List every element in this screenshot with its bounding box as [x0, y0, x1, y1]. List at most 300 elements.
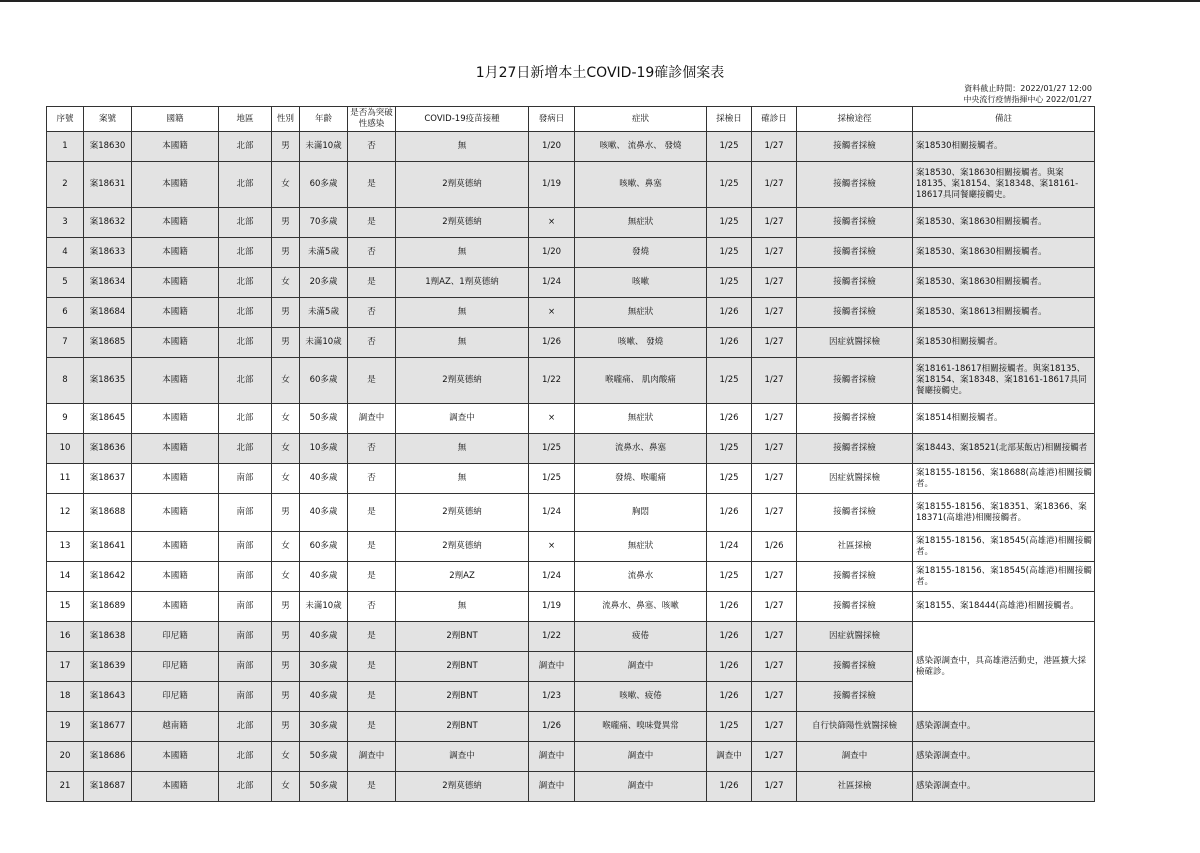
cell-seq: 8: [47, 358, 84, 404]
cell-symptoms: 無症狀: [575, 208, 707, 238]
cell-remarks: 案18155、案18444(高雄港)相關接觸者。: [913, 592, 1095, 622]
cell-remarks: 案18530、案18630相關接觸者。: [913, 268, 1095, 298]
cell-test-date: 1/25: [707, 208, 752, 238]
cell-region: 北部: [219, 742, 272, 772]
cell-region: 南部: [219, 652, 272, 682]
table-row: [47, 742, 1095, 772]
cell-confirm-date: 1/27: [752, 132, 797, 162]
cell-nationality: 本國籍: [132, 494, 219, 532]
cell-case-id: 案18643: [84, 682, 132, 712]
cell-breakthrough: 否: [348, 434, 396, 464]
cell-case-id: 案18631: [84, 162, 132, 208]
cell-sex: 男: [272, 132, 300, 162]
cell-vaccine: 調查中: [396, 742, 529, 772]
cell-sex: 男: [272, 494, 300, 532]
cell-case-id: 案18687: [84, 772, 132, 802]
cell-breakthrough: 是: [348, 772, 396, 802]
cell-test-route: 接觸者採檢: [797, 162, 913, 208]
header-sex: 性別: [272, 107, 300, 132]
cell-seq: 14: [47, 562, 84, 592]
cell-case-id: 案18641: [84, 532, 132, 562]
cell-symptoms: 咳嗽、鼻塞: [575, 162, 707, 208]
cell-test-route: 接觸者採檢: [797, 238, 913, 268]
cell-breakthrough: 是: [348, 532, 396, 562]
cell-case-id: 案18642: [84, 562, 132, 592]
cell-seq: 17: [47, 652, 84, 682]
cell-remarks: 案18161-18617相關接觸者。與案18135、案18154、案18348、案18161-18617具同餐廳接觸史。: [913, 358, 1095, 404]
table-row: [47, 358, 1095, 404]
cell-remarks: 案18155-18156、案18688(高雄港)相關接觸者。: [913, 464, 1095, 494]
cell-confirm-date: 1/27: [752, 328, 797, 358]
cell-sex: 女: [272, 404, 300, 434]
cell-test-date: 1/25: [707, 132, 752, 162]
cell-vaccine: 1劑AZ、1劑莫德納: [396, 268, 529, 298]
cell-test-route: 社區採檢: [797, 532, 913, 562]
cell-breakthrough: 否: [348, 132, 396, 162]
cell-symptoms: 疲倦: [575, 622, 707, 652]
cell-test-date: 1/25: [707, 238, 752, 268]
cell-region: 北部: [219, 298, 272, 328]
cell-onset-date: 1/20: [529, 132, 575, 162]
cell-nationality: 本國籍: [132, 742, 219, 772]
cell-symptoms: 咳嗽: [575, 268, 707, 298]
cell-vaccine: 無: [396, 132, 529, 162]
header-region: 地區: [219, 107, 272, 132]
cell-age: 50多歲: [300, 404, 348, 434]
cell-age: 60多歲: [300, 358, 348, 404]
cell-nationality: 本國籍: [132, 328, 219, 358]
table-row: [47, 238, 1095, 268]
cell-seq: 12: [47, 494, 84, 532]
cell-age: 40多歲: [300, 562, 348, 592]
cell-case-id: 案18634: [84, 268, 132, 298]
cell-seq: 1: [47, 132, 84, 162]
cell-sex: 男: [272, 682, 300, 712]
cell-nationality: 本國籍: [132, 358, 219, 404]
cell-test-date: 1/25: [707, 562, 752, 592]
cell-test-date: 1/26: [707, 772, 752, 802]
issuing-agency: 中央流行疫情指揮中心 2022/01/27: [963, 95, 1092, 104]
table-header-row: [47, 107, 1095, 132]
header-age: 年齡: [300, 107, 348, 132]
cell-test-route: 接觸者採檢: [797, 592, 913, 622]
header-confirm-date: 確診日: [752, 107, 797, 132]
cell-nationality: 印尼籍: [132, 682, 219, 712]
cell-region: 北部: [219, 772, 272, 802]
cell-breakthrough: 調查中: [348, 404, 396, 434]
cell-region: 北部: [219, 712, 272, 742]
cell-nationality: 本國籍: [132, 238, 219, 268]
cell-confirm-date: 1/27: [752, 772, 797, 802]
cell-vaccine: 無: [396, 592, 529, 622]
cell-onset-date: 1/25: [529, 464, 575, 494]
cell-vaccine: 2劑莫德納: [396, 162, 529, 208]
cell-vaccine: 2劑莫德納: [396, 532, 529, 562]
cell-age: 30多歲: [300, 652, 348, 682]
cell-vaccine: 2劑莫德納: [396, 208, 529, 238]
cell-vaccine: 2劑莫德納: [396, 772, 529, 802]
cell-seq: 13: [47, 532, 84, 562]
cell-vaccine: 2劑莫德納: [396, 358, 529, 404]
cell-symptoms: 喉嚨痛、嗅味覺異常: [575, 712, 707, 742]
cell-breakthrough: 是: [348, 208, 396, 238]
cell-breakthrough: 否: [348, 464, 396, 494]
cell-nationality: 本國籍: [132, 532, 219, 562]
cell-region: 北部: [219, 328, 272, 358]
cell-onset-date: ×: [529, 208, 575, 238]
cell-test-date: 1/25: [707, 464, 752, 494]
cell-region: 北部: [219, 268, 272, 298]
cell-confirm-date: 1/27: [752, 404, 797, 434]
cell-region: 南部: [219, 592, 272, 622]
cell-remarks: 案18443、案18521(北部某飯店)相關接觸者: [913, 434, 1095, 464]
cell-test-route: 接觸者採檢: [797, 268, 913, 298]
cell-region: 南部: [219, 532, 272, 562]
cell-remarks: 感染源調查中。: [913, 742, 1095, 772]
cell-test-route: 接觸者採檢: [797, 404, 913, 434]
cell-symptoms: 無症狀: [575, 404, 707, 434]
top-border: [0, 0, 1200, 2]
cell-nationality: 本國籍: [132, 162, 219, 208]
cell-symptoms: 流鼻水、鼻塞: [575, 434, 707, 464]
cell-onset-date: 1/22: [529, 358, 575, 404]
cell-confirm-date: 1/27: [752, 682, 797, 712]
cell-test-route: 接觸者採檢: [797, 562, 913, 592]
cell-vaccine: 無: [396, 434, 529, 464]
cell-vaccine: 2劑BNT: [396, 622, 529, 652]
cell-region: 南部: [219, 682, 272, 712]
table-row: [47, 772, 1095, 802]
cell-sex: 男: [272, 622, 300, 652]
cell-case-id: 案18689: [84, 592, 132, 622]
cell-confirm-date: 1/27: [752, 494, 797, 532]
cell-nationality: 越南籍: [132, 712, 219, 742]
cell-region: 北部: [219, 238, 272, 268]
cell-breakthrough: 否: [348, 298, 396, 328]
cell-symptoms: 調查中: [575, 652, 707, 682]
cell-remarks: 案18155-18156、案18545(高雄港)相關接觸者。: [913, 532, 1095, 562]
cell-age: 40多歲: [300, 494, 348, 532]
cell-sex: 女: [272, 268, 300, 298]
cell-breakthrough: 否: [348, 328, 396, 358]
cell-test-route: 因症就醫採檢: [797, 328, 913, 358]
table-body: [47, 132, 1095, 802]
cell-test-date: 1/26: [707, 682, 752, 712]
table-row: [47, 434, 1095, 464]
page-title: 1月27日新增本土COVID-19確診個案表: [475, 65, 725, 81]
cell-age: 70多歲: [300, 208, 348, 238]
cell-case-id: 案18633: [84, 238, 132, 268]
cell-nationality: 本國籍: [132, 132, 219, 162]
cell-case-id: 案18637: [84, 464, 132, 494]
header-seq: 序號: [47, 107, 84, 132]
cell-vaccine: 無: [396, 298, 529, 328]
table-row: [47, 592, 1095, 622]
table-row: [47, 162, 1095, 208]
cell-symptoms: 咳嗽、 發燒: [575, 328, 707, 358]
cell-symptoms: 無症狀: [575, 532, 707, 562]
cell-nationality: 本國籍: [132, 404, 219, 434]
cell-confirm-date: 1/27: [752, 358, 797, 404]
cell-breakthrough: 是: [348, 622, 396, 652]
cell-age: 30多歲: [300, 712, 348, 742]
cell-confirm-date: 1/27: [752, 298, 797, 328]
cell-age: 20多歲: [300, 268, 348, 298]
cell-region: 北部: [219, 404, 272, 434]
cell-test-date: 調查中: [707, 742, 752, 772]
table-row: [47, 298, 1095, 328]
cell-seq: 3: [47, 208, 84, 238]
cell-breakthrough: 是: [348, 162, 396, 208]
cell-vaccine: 2劑莫德納: [396, 494, 529, 532]
cell-confirm-date: 1/27: [752, 268, 797, 298]
cell-sex: 女: [272, 562, 300, 592]
header-remarks: 備註: [913, 107, 1095, 132]
cell-age: 未滿5歲: [300, 238, 348, 268]
cell-seq: 20: [47, 742, 84, 772]
cell-vaccine: 調查中: [396, 404, 529, 434]
cell-region: 北部: [219, 434, 272, 464]
cell-case-id: 案18632: [84, 208, 132, 238]
cell-age: 50多歲: [300, 772, 348, 802]
cell-confirm-date: 1/27: [752, 622, 797, 652]
cell-region: 南部: [219, 464, 272, 494]
table-row: [47, 562, 1095, 592]
cell-symptoms: 喉嚨痛、 肌肉酸痛: [575, 358, 707, 404]
cell-seq: 11: [47, 464, 84, 494]
cell-onset-date: 1/24: [529, 268, 575, 298]
cell-vaccine: 無: [396, 328, 529, 358]
cell-case-id: 案18685: [84, 328, 132, 358]
data-cutoff-time: 資料截止時間：2022/01/27 12:00: [964, 84, 1092, 93]
header-onset-date: 發病日: [529, 107, 575, 132]
cell-remarks: 案18514相關接觸者。: [913, 404, 1095, 434]
cell-breakthrough: 調查中: [348, 742, 396, 772]
cell-test-route: 接觸者採檢: [797, 358, 913, 404]
cell-test-date: 1/25: [707, 712, 752, 742]
cell-symptoms: 調查中: [575, 772, 707, 802]
cell-age: 50多歲: [300, 742, 348, 772]
header-test-route: 採檢途徑: [797, 107, 913, 132]
cell-sex: 男: [272, 592, 300, 622]
cell-confirm-date: 1/27: [752, 208, 797, 238]
cell-onset-date: 調查中: [529, 742, 575, 772]
cell-region: 南部: [219, 494, 272, 532]
cell-sex: 男: [272, 712, 300, 742]
header-case-id: 案號: [84, 107, 132, 132]
cell-onset-date: 1/19: [529, 592, 575, 622]
cell-sex: 女: [272, 358, 300, 404]
cell-onset-date: 1/19: [529, 162, 575, 208]
report-meta: [963, 83, 1092, 105]
cell-onset-date: 1/23: [529, 682, 575, 712]
cell-region: 北部: [219, 358, 272, 404]
cell-nationality: 本國籍: [132, 562, 219, 592]
cell-sex: 女: [272, 772, 300, 802]
cell-breakthrough: 是: [348, 562, 396, 592]
cell-onset-date: 1/22: [529, 622, 575, 652]
cell-sex: 男: [272, 238, 300, 268]
cell-case-id: 案18630: [84, 132, 132, 162]
cell-case-id: 案18638: [84, 622, 132, 652]
cell-test-route: 因症就醫採檢: [797, 622, 913, 652]
cell-nationality: 印尼籍: [132, 652, 219, 682]
header-symptoms: 症狀: [575, 107, 707, 132]
cell-seq: 18: [47, 682, 84, 712]
cell-nationality: 本國籍: [132, 298, 219, 328]
cell-onset-date: 1/20: [529, 238, 575, 268]
cell-seq: 15: [47, 592, 84, 622]
cell-test-date: 1/24: [707, 532, 752, 562]
cell-sex: 男: [272, 208, 300, 238]
cell-onset-date: ×: [529, 532, 575, 562]
cell-confirm-date: 1/27: [752, 652, 797, 682]
cell-test-route: 因症就醫採檢: [797, 464, 913, 494]
cell-breakthrough: 是: [348, 652, 396, 682]
cell-symptoms: 發燒: [575, 238, 707, 268]
cell-breakthrough: 是: [348, 494, 396, 532]
cell-age: 40多歲: [300, 464, 348, 494]
cell-seq: 2: [47, 162, 84, 208]
cell-test-route: 接觸者採檢: [797, 208, 913, 238]
cell-test-date: 1/26: [707, 328, 752, 358]
cell-nationality: 本國籍: [132, 772, 219, 802]
cell-onset-date: ×: [529, 298, 575, 328]
cell-remarks: 案18155-18156、案18545(高雄港)相關接觸者。: [913, 562, 1095, 592]
header-test-date: 採檢日: [707, 107, 752, 132]
cell-nationality: 本國籍: [132, 592, 219, 622]
cell-sex: 女: [272, 434, 300, 464]
cell-symptoms: 胸悶: [575, 494, 707, 532]
cell-test-route: 調查中: [797, 742, 913, 772]
cell-onset-date: 1/26: [529, 328, 575, 358]
cell-breakthrough: 是: [348, 268, 396, 298]
header-breakthrough: 是否為突破性感染: [348, 107, 396, 132]
cell-case-id: 案18635: [84, 358, 132, 404]
cell-sex: 女: [272, 464, 300, 494]
cell-confirm-date: 1/27: [752, 712, 797, 742]
cell-onset-date: 1/25: [529, 434, 575, 464]
cell-remarks: 案18530相關接觸者。: [913, 132, 1095, 162]
cell-seq: 10: [47, 434, 84, 464]
cell-breakthrough: 是: [348, 682, 396, 712]
cell-test-route: 接觸者採檢: [797, 494, 913, 532]
cell-remarks: 案18530、案18613相關接觸者。: [913, 298, 1095, 328]
cell-nationality: 本國籍: [132, 208, 219, 238]
cell-onset-date: 1/26: [529, 712, 575, 742]
cell-breakthrough: 是: [348, 712, 396, 742]
cell-confirm-date: 1/27: [752, 562, 797, 592]
table-row: [47, 464, 1095, 494]
cell-test-date: 1/26: [707, 494, 752, 532]
cell-confirm-date: 1/27: [752, 238, 797, 268]
cell-remarks: 案18530相關接觸者。: [913, 328, 1095, 358]
cell-onset-date: ×: [529, 404, 575, 434]
cell-case-id: 案18639: [84, 652, 132, 682]
cell-seq: 7: [47, 328, 84, 358]
cell-symptoms: 咳嗽、 流鼻水、 發燒: [575, 132, 707, 162]
cell-confirm-date: 1/27: [752, 162, 797, 208]
cell-symptoms: 發燒、喉嚨痛: [575, 464, 707, 494]
cell-remarks: 案18530、案18630相關接觸者。: [913, 208, 1095, 238]
cell-remarks: 案18155-18156、案18351、案18366、案18371(高雄港)相關接觸者。: [913, 494, 1095, 532]
cell-region: 北部: [219, 162, 272, 208]
cell-onset-date: 調查中: [529, 652, 575, 682]
cell-region: 北部: [219, 208, 272, 238]
cell-test-route: 社區採檢: [797, 772, 913, 802]
cell-test-route: 自行快篩陽性就醫採檢: [797, 712, 913, 742]
cell-test-route: 接觸者採檢: [797, 298, 913, 328]
cell-region: 北部: [219, 132, 272, 162]
cell-case-id: 案18645: [84, 404, 132, 434]
cell-case-id: 案18688: [84, 494, 132, 532]
cell-remarks: 案18530、案18630相關接觸者。與案18135、案18154、案18348、案18161-18617具同餐廳接觸史。: [913, 162, 1095, 208]
cell-nationality: 本國籍: [132, 464, 219, 494]
cell-age: 40多歲: [300, 682, 348, 712]
cell-age: 60多歲: [300, 532, 348, 562]
cell-case-id: 案18677: [84, 712, 132, 742]
cell-test-date: 1/26: [707, 592, 752, 622]
cell-test-route: 接觸者採檢: [797, 132, 913, 162]
cell-sex: 女: [272, 742, 300, 772]
cell-seq: 16: [47, 622, 84, 652]
cell-test-date: 1/26: [707, 404, 752, 434]
table-row: [47, 712, 1095, 742]
cell-breakthrough: 否: [348, 592, 396, 622]
cell-confirm-date: 1/27: [752, 742, 797, 772]
cell-symptoms: 咳嗽、疲倦: [575, 682, 707, 712]
cell-nationality: 印尼籍: [132, 622, 219, 652]
cell-region: 南部: [219, 622, 272, 652]
cell-age: 未滿10歲: [300, 132, 348, 162]
cell-test-date: 1/25: [707, 162, 752, 208]
cell-confirm-date: 1/27: [752, 592, 797, 622]
cell-sex: 男: [272, 298, 300, 328]
cell-seq: 6: [47, 298, 84, 328]
table-row: [47, 132, 1095, 162]
case-table: [46, 106, 1095, 802]
cell-vaccine: 無: [396, 464, 529, 494]
cell-age: 未滿10歲: [300, 592, 348, 622]
cell-breakthrough: 否: [348, 238, 396, 268]
header-vaccine: COVID-19疫苗接種: [396, 107, 529, 132]
cell-case-id: 案18684: [84, 298, 132, 328]
cell-remarks: 感染源調查中，具高雄港活動史，港區擴大採檢確診。: [913, 622, 1095, 712]
cell-vaccine: 2劑AZ: [396, 562, 529, 592]
cell-symptoms: 無症狀: [575, 298, 707, 328]
header-nationality: 國籍: [132, 107, 219, 132]
cell-remarks: 感染源調查中。: [913, 772, 1095, 802]
cell-remarks: 感染源調查中。: [913, 712, 1095, 742]
cell-age: 10多歲: [300, 434, 348, 464]
cell-seq: 9: [47, 404, 84, 434]
cell-symptoms: 調查中: [575, 742, 707, 772]
cell-confirm-date: 1/26: [752, 532, 797, 562]
cell-onset-date: 1/24: [529, 494, 575, 532]
table-row: [47, 622, 1095, 652]
cell-vaccine: 2劑BNT: [396, 652, 529, 682]
cell-test-route: 接觸者採檢: [797, 652, 913, 682]
cell-vaccine: 無: [396, 238, 529, 268]
cell-sex: 女: [272, 162, 300, 208]
table-row: [47, 494, 1095, 532]
cell-vaccine: 2劑BNT: [396, 712, 529, 742]
cell-test-date: 1/26: [707, 298, 752, 328]
cell-test-date: 1/25: [707, 358, 752, 404]
table-row: [47, 208, 1095, 238]
table-row: [47, 268, 1095, 298]
cell-sex: 女: [272, 532, 300, 562]
